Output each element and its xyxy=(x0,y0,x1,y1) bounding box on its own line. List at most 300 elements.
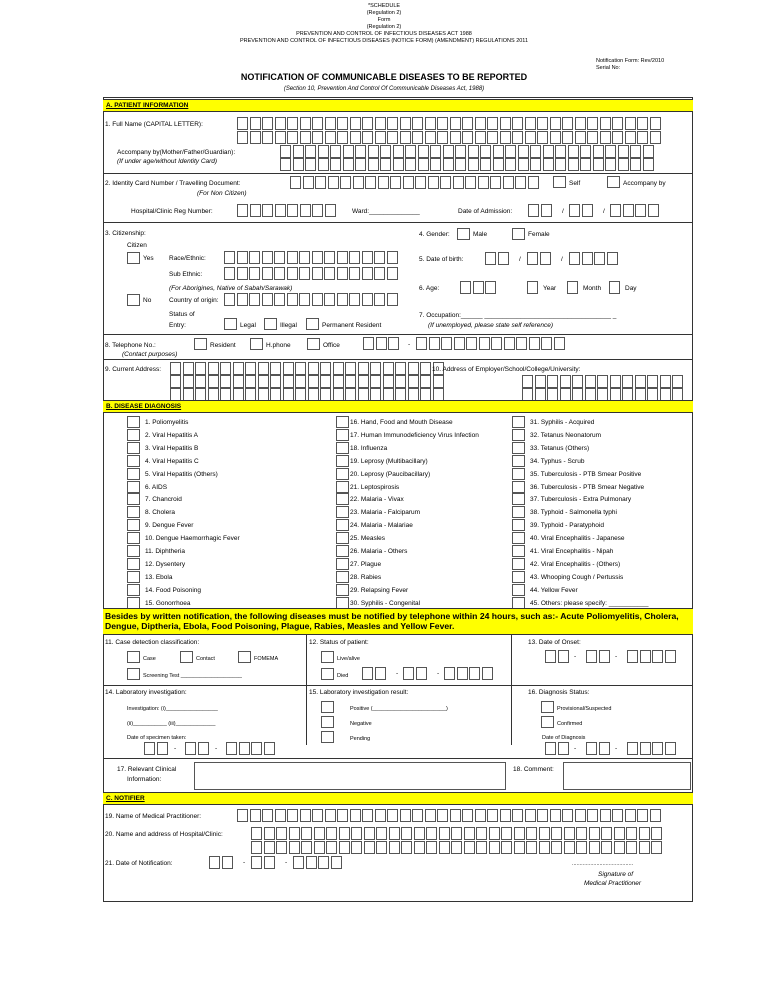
ic-boxes[interactable] xyxy=(290,176,540,189)
char-box[interactable] xyxy=(349,293,360,306)
char-box[interactable] xyxy=(605,158,616,171)
accompany-by-checkbox[interactable] xyxy=(607,176,620,188)
char-box[interactable] xyxy=(325,204,336,217)
char-box[interactable] xyxy=(585,375,596,388)
disease-checkbox[interactable] xyxy=(127,532,140,544)
char-box[interactable] xyxy=(362,293,373,306)
char-box[interactable] xyxy=(443,145,454,158)
char-box[interactable] xyxy=(418,145,429,158)
char-box[interactable] xyxy=(500,117,511,130)
char-box[interactable] xyxy=(501,841,512,854)
char-box[interactable] xyxy=(672,375,683,388)
char-box[interactable] xyxy=(290,176,301,189)
country-boxes[interactable] xyxy=(224,293,399,306)
case-checkbox[interactable] xyxy=(127,651,140,663)
char-box[interactable] xyxy=(324,267,335,280)
phone-prefix-boxes[interactable] xyxy=(363,337,401,350)
char-box[interactable] xyxy=(393,158,404,171)
char-box[interactable] xyxy=(564,827,575,840)
char-box[interactable] xyxy=(350,131,361,144)
char-box[interactable] xyxy=(395,362,406,375)
char-box[interactable] xyxy=(493,145,504,158)
char-box[interactable] xyxy=(430,158,441,171)
char-box[interactable] xyxy=(299,267,310,280)
disease-checkbox[interactable] xyxy=(336,558,349,570)
char-box[interactable] xyxy=(208,362,219,375)
char-box[interactable] xyxy=(525,131,536,144)
self-checkbox[interactable] xyxy=(553,176,566,188)
char-box[interactable] xyxy=(430,145,441,158)
char-box[interactable] xyxy=(639,827,650,840)
char-box[interactable] xyxy=(328,176,339,189)
char-box[interactable] xyxy=(600,117,611,130)
char-box[interactable] xyxy=(489,841,500,854)
char-box[interactable] xyxy=(525,809,536,822)
char-box[interactable] xyxy=(576,827,587,840)
char-box[interactable] xyxy=(526,841,537,854)
disease-checkbox[interactable] xyxy=(512,429,525,441)
char-box[interactable] xyxy=(514,841,525,854)
char-box[interactable] xyxy=(518,145,529,158)
char-box[interactable] xyxy=(572,375,583,388)
char-box[interactable] xyxy=(345,362,356,375)
died-checkbox[interactable] xyxy=(321,668,334,680)
char-box[interactable] xyxy=(487,131,498,144)
char-box[interactable] xyxy=(312,131,323,144)
char-box[interactable] xyxy=(487,809,498,822)
char-box[interactable] xyxy=(337,267,348,280)
notification-month[interactable] xyxy=(251,856,276,869)
char-box[interactable] xyxy=(339,841,350,854)
char-box[interactable] xyxy=(287,131,298,144)
char-box[interactable] xyxy=(324,293,335,306)
char-box[interactable] xyxy=(651,841,662,854)
specimen-day[interactable] xyxy=(144,742,169,755)
char-box[interactable] xyxy=(233,375,244,388)
disease-checkbox[interactable] xyxy=(336,532,349,544)
char-box[interactable] xyxy=(626,827,637,840)
disease-checkbox[interactable] xyxy=(512,442,525,454)
notification-day[interactable] xyxy=(209,856,234,869)
char-box[interactable] xyxy=(539,841,550,854)
char-box[interactable] xyxy=(299,293,310,306)
onset-day[interactable] xyxy=(545,650,570,663)
char-box[interactable] xyxy=(551,841,562,854)
disease-checkbox[interactable] xyxy=(127,545,140,557)
char-box[interactable] xyxy=(526,827,537,840)
char-box[interactable] xyxy=(333,362,344,375)
char-box[interactable] xyxy=(505,158,516,171)
char-box[interactable] xyxy=(301,841,312,854)
char-box[interactable] xyxy=(375,117,386,130)
char-box[interactable] xyxy=(551,827,562,840)
char-box[interactable] xyxy=(547,375,558,388)
diag-month[interactable] xyxy=(586,742,611,755)
resident-checkbox[interactable] xyxy=(194,338,207,350)
char-box[interactable] xyxy=(515,176,526,189)
char-box[interactable] xyxy=(262,204,273,217)
char-box[interactable] xyxy=(643,145,654,158)
char-box[interactable] xyxy=(249,293,260,306)
char-box[interactable] xyxy=(580,158,591,171)
char-box[interactable] xyxy=(325,117,336,130)
char-box[interactable] xyxy=(412,131,423,144)
disease-checkbox[interactable] xyxy=(512,468,525,480)
char-box[interactable] xyxy=(512,131,523,144)
char-box[interactable] xyxy=(370,362,381,375)
char-box[interactable] xyxy=(303,176,314,189)
char-box[interactable] xyxy=(562,131,573,144)
disease-checkbox[interactable] xyxy=(336,416,349,428)
disease-checkbox[interactable] xyxy=(512,532,525,544)
char-box[interactable] xyxy=(530,145,541,158)
char-box[interactable] xyxy=(433,375,444,388)
char-box[interactable] xyxy=(362,267,373,280)
male-checkbox[interactable] xyxy=(457,228,470,240)
char-box[interactable] xyxy=(425,117,436,130)
char-box[interactable] xyxy=(491,337,502,350)
char-box[interactable] xyxy=(289,827,300,840)
char-box[interactable] xyxy=(237,204,248,217)
char-box[interactable] xyxy=(280,145,291,158)
char-box[interactable] xyxy=(349,251,360,264)
accompany-boxes-2[interactable] xyxy=(280,158,655,171)
char-box[interactable] xyxy=(387,251,398,264)
onset-year[interactable] xyxy=(627,650,677,663)
char-box[interactable] xyxy=(374,251,385,264)
char-box[interactable] xyxy=(537,117,548,130)
disease-checkbox[interactable] xyxy=(512,493,525,505)
char-box[interactable] xyxy=(337,251,348,264)
char-box[interactable] xyxy=(330,145,341,158)
full-name-boxes[interactable] xyxy=(237,117,662,130)
char-box[interactable] xyxy=(324,251,335,264)
char-box[interactable] xyxy=(400,131,411,144)
char-box[interactable] xyxy=(580,145,591,158)
char-box[interactable] xyxy=(401,841,412,854)
char-box[interactable] xyxy=(512,117,523,130)
char-box[interactable] xyxy=(475,117,486,130)
char-box[interactable] xyxy=(305,145,316,158)
char-box[interactable] xyxy=(300,131,311,144)
char-box[interactable] xyxy=(455,145,466,158)
char-box[interactable] xyxy=(270,375,281,388)
char-box[interactable] xyxy=(462,809,473,822)
char-box[interactable] xyxy=(237,251,248,264)
char-box[interactable] xyxy=(650,117,661,130)
char-box[interactable] xyxy=(264,841,275,854)
char-box[interactable] xyxy=(412,809,423,822)
char-box[interactable] xyxy=(400,117,411,130)
char-box[interactable] xyxy=(450,809,461,822)
char-box[interactable] xyxy=(362,251,373,264)
char-box[interactable] xyxy=(476,827,487,840)
char-box[interactable] xyxy=(312,293,323,306)
race-boxes[interactable] xyxy=(224,251,399,264)
provisional-checkbox[interactable] xyxy=(541,701,554,713)
char-box[interactable] xyxy=(637,131,648,144)
char-box[interactable] xyxy=(650,131,661,144)
char-box[interactable] xyxy=(562,117,573,130)
char-box[interactable] xyxy=(353,176,364,189)
char-box[interactable] xyxy=(450,131,461,144)
char-box[interactable] xyxy=(466,337,477,350)
char-box[interactable] xyxy=(387,293,398,306)
full-name-boxes-2[interactable] xyxy=(237,131,662,144)
disease-checkbox[interactable] xyxy=(127,584,140,596)
char-box[interactable] xyxy=(647,375,658,388)
char-box[interactable] xyxy=(539,827,550,840)
char-box[interactable] xyxy=(224,267,235,280)
char-box[interactable] xyxy=(345,375,356,388)
disease-checkbox[interactable] xyxy=(127,429,140,441)
char-box[interactable] xyxy=(300,809,311,822)
char-box[interactable] xyxy=(505,145,516,158)
employer-boxes-1[interactable] xyxy=(522,375,685,388)
char-box[interactable] xyxy=(220,362,231,375)
char-box[interactable] xyxy=(274,293,285,306)
char-box[interactable] xyxy=(390,176,401,189)
char-box[interactable] xyxy=(343,145,354,158)
char-box[interactable] xyxy=(208,375,219,388)
char-box[interactable] xyxy=(383,375,394,388)
char-box[interactable] xyxy=(389,841,400,854)
char-box[interactable] xyxy=(315,176,326,189)
char-box[interactable] xyxy=(490,176,501,189)
char-box[interactable] xyxy=(312,251,323,264)
char-box[interactable] xyxy=(195,375,206,388)
dob-month[interactable] xyxy=(527,252,552,265)
char-box[interactable] xyxy=(612,117,623,130)
char-box[interactable] xyxy=(245,375,256,388)
specimen-month[interactable] xyxy=(185,742,210,755)
char-box[interactable] xyxy=(287,117,298,130)
char-box[interactable] xyxy=(522,375,533,388)
char-box[interactable] xyxy=(170,362,181,375)
practitioner-boxes[interactable] xyxy=(237,809,662,822)
char-box[interactable] xyxy=(426,841,437,854)
char-box[interactable] xyxy=(262,267,273,280)
char-box[interactable] xyxy=(504,337,515,350)
char-box[interactable] xyxy=(343,158,354,171)
char-box[interactable] xyxy=(451,841,462,854)
char-box[interactable] xyxy=(493,158,504,171)
permanent-checkbox[interactable] xyxy=(306,318,319,330)
specimen-year[interactable] xyxy=(226,742,276,755)
char-box[interactable] xyxy=(337,809,348,822)
char-box[interactable] xyxy=(237,117,248,130)
char-box[interactable] xyxy=(287,293,298,306)
char-box[interactable] xyxy=(618,145,629,158)
char-box[interactable] xyxy=(374,293,385,306)
char-box[interactable] xyxy=(280,158,291,171)
char-box[interactable] xyxy=(537,131,548,144)
admission-month[interactable] xyxy=(569,204,594,217)
char-box[interactable] xyxy=(440,176,451,189)
char-box[interactable] xyxy=(443,158,454,171)
admission-day[interactable] xyxy=(528,204,553,217)
char-box[interactable] xyxy=(480,145,491,158)
char-box[interactable] xyxy=(301,827,312,840)
char-box[interactable] xyxy=(587,117,598,130)
char-box[interactable] xyxy=(400,809,411,822)
char-box[interactable] xyxy=(451,827,462,840)
char-box[interactable] xyxy=(312,117,323,130)
char-box[interactable] xyxy=(408,375,419,388)
dob-year[interactable] xyxy=(569,252,619,265)
diag-day[interactable] xyxy=(545,742,570,755)
char-box[interactable] xyxy=(365,176,376,189)
char-box[interactable] xyxy=(416,337,427,350)
char-box[interactable] xyxy=(512,809,523,822)
char-box[interactable] xyxy=(414,827,425,840)
char-box[interactable] xyxy=(355,145,366,158)
char-box[interactable] xyxy=(576,841,587,854)
char-box[interactable] xyxy=(276,841,287,854)
char-box[interactable] xyxy=(320,362,331,375)
char-box[interactable] xyxy=(518,158,529,171)
char-box[interactable] xyxy=(283,375,294,388)
char-box[interactable] xyxy=(250,809,261,822)
disease-checkbox[interactable] xyxy=(512,455,525,467)
char-box[interactable] xyxy=(387,809,398,822)
char-box[interactable] xyxy=(587,131,598,144)
char-box[interactable] xyxy=(516,337,527,350)
fomema-checkbox[interactable] xyxy=(238,651,251,663)
disease-checkbox[interactable] xyxy=(336,506,349,518)
char-box[interactable] xyxy=(326,841,337,854)
char-box[interactable] xyxy=(383,362,394,375)
hphone-checkbox[interactable] xyxy=(250,338,263,350)
disease-checkbox[interactable] xyxy=(512,571,525,583)
char-box[interactable] xyxy=(287,809,298,822)
citizen-yes-checkbox[interactable] xyxy=(127,252,140,264)
sub-ethnic-boxes[interactable] xyxy=(224,267,399,280)
age-boxes[interactable] xyxy=(460,281,498,294)
char-box[interactable] xyxy=(393,145,404,158)
char-box[interactable] xyxy=(251,827,262,840)
diag-year[interactable] xyxy=(627,742,677,755)
disease-checkbox[interactable] xyxy=(512,558,525,570)
char-box[interactable] xyxy=(500,131,511,144)
char-box[interactable] xyxy=(614,841,625,854)
disease-checkbox[interactable] xyxy=(512,416,525,428)
char-box[interactable] xyxy=(395,375,406,388)
onset-month[interactable] xyxy=(586,650,611,663)
char-box[interactable] xyxy=(270,362,281,375)
char-box[interactable] xyxy=(635,375,646,388)
char-box[interactable] xyxy=(293,158,304,171)
char-box[interactable] xyxy=(320,375,331,388)
age-year-box[interactable] xyxy=(527,281,540,294)
contact-checkbox[interactable] xyxy=(180,651,193,663)
char-box[interactable] xyxy=(450,117,461,130)
char-box[interactable] xyxy=(550,809,561,822)
disease-checkbox[interactable] xyxy=(127,468,140,480)
char-box[interactable] xyxy=(439,841,450,854)
char-box[interactable] xyxy=(293,145,304,158)
char-box[interactable] xyxy=(262,117,273,130)
char-box[interactable] xyxy=(325,131,336,144)
char-box[interactable] xyxy=(387,267,398,280)
char-box[interactable] xyxy=(415,176,426,189)
char-box[interactable] xyxy=(262,293,273,306)
char-box[interactable] xyxy=(183,362,194,375)
char-box[interactable] xyxy=(476,841,487,854)
char-box[interactable] xyxy=(295,375,306,388)
char-box[interactable] xyxy=(437,131,448,144)
hospital-boxes-2[interactable] xyxy=(251,841,664,854)
char-box[interactable] xyxy=(626,841,637,854)
char-box[interactable] xyxy=(237,267,248,280)
char-box[interactable] xyxy=(625,809,636,822)
char-box[interactable] xyxy=(426,827,437,840)
char-box[interactable] xyxy=(439,827,450,840)
char-box[interactable] xyxy=(575,809,586,822)
char-box[interactable] xyxy=(274,267,285,280)
char-box[interactable] xyxy=(312,267,323,280)
char-box[interactable] xyxy=(275,204,286,217)
illegal-checkbox[interactable] xyxy=(264,318,277,330)
char-box[interactable] xyxy=(462,131,473,144)
char-box[interactable] xyxy=(264,827,275,840)
char-box[interactable] xyxy=(575,131,586,144)
char-box[interactable] xyxy=(537,809,548,822)
disease-checkbox[interactable] xyxy=(127,519,140,531)
char-box[interactable] xyxy=(660,375,671,388)
disease-checkbox[interactable] xyxy=(127,597,140,609)
char-box[interactable] xyxy=(487,117,498,130)
disease-checkbox[interactable] xyxy=(127,506,140,518)
char-box[interactable] xyxy=(503,176,514,189)
char-box[interactable] xyxy=(437,809,448,822)
char-box[interactable] xyxy=(351,827,362,840)
char-box[interactable] xyxy=(589,841,600,854)
char-box[interactable] xyxy=(337,117,348,130)
char-box[interactable] xyxy=(468,145,479,158)
char-box[interactable] xyxy=(378,176,389,189)
char-box[interactable] xyxy=(340,176,351,189)
char-box[interactable] xyxy=(283,362,294,375)
char-box[interactable] xyxy=(535,375,546,388)
disease-checkbox[interactable] xyxy=(336,545,349,557)
char-box[interactable] xyxy=(308,375,319,388)
char-box[interactable] xyxy=(550,117,561,130)
char-box[interactable] xyxy=(437,117,448,130)
age-day-box[interactable] xyxy=(609,281,622,294)
char-box[interactable] xyxy=(541,337,552,350)
char-box[interactable] xyxy=(387,117,398,130)
char-box[interactable] xyxy=(468,158,479,171)
char-box[interactable] xyxy=(337,293,348,306)
comment-input[interactable] xyxy=(563,762,691,790)
char-box[interactable] xyxy=(625,131,636,144)
disease-checkbox[interactable] xyxy=(127,558,140,570)
phone-number-boxes[interactable] xyxy=(416,337,566,350)
char-box[interactable] xyxy=(376,827,387,840)
char-box[interactable] xyxy=(514,827,525,840)
char-box[interactable] xyxy=(555,145,566,158)
char-box[interactable] xyxy=(350,809,361,822)
char-box[interactable] xyxy=(587,809,598,822)
char-box[interactable] xyxy=(358,375,369,388)
char-box[interactable] xyxy=(262,809,273,822)
char-box[interactable] xyxy=(237,293,248,306)
char-box[interactable] xyxy=(464,827,475,840)
char-box[interactable] xyxy=(249,251,260,264)
disease-checkbox[interactable] xyxy=(336,493,349,505)
char-box[interactable] xyxy=(475,809,486,822)
